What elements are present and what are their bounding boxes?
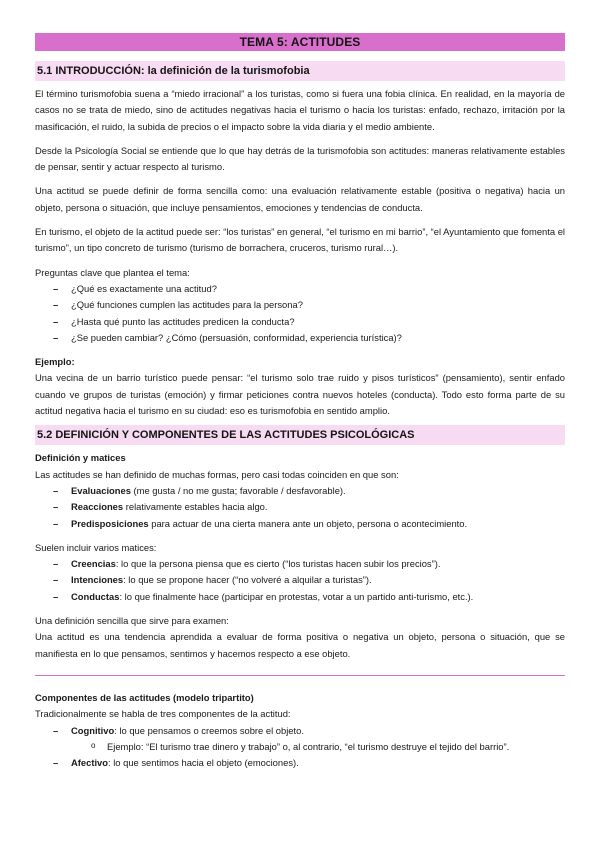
term-description: : lo que se propone hacer (“no volveré a alquilar a turistas”). (123, 574, 372, 586)
term-description: : lo que sentimos hacia el objeto (emociones). (108, 757, 299, 769)
list-item: – ¿Qué es exactamente una actitud? (35, 281, 565, 297)
list-item (35, 499, 565, 515)
term-description: (me gusta / no me gusta; favorable / desfavorable). (130, 484, 346, 496)
term: Predisposiciones (71, 517, 149, 529)
term: Evaluaciones (71, 484, 131, 496)
cognitive-example-list (35, 739, 565, 755)
term-description: : lo que pensamos o creemos sobre el objeto. (114, 724, 304, 736)
nuances-intro: Suelen incluir varios matices: (35, 541, 157, 553)
list-item (35, 723, 565, 739)
term: Afectivo (71, 757, 108, 769)
definition-subheading: Definición y matices (35, 452, 126, 464)
list-item (35, 556, 565, 572)
exam-definition-text: Una actitud es una tendencia aprendida a evaluar de forma positiva o negativa un objeto, persona o situación, que se manifiesta en lo que pensamos, sentimos y hacemos respecto a ese objeto. (35, 631, 565, 659)
list-item: o Ejemplo: “El turismo trae dinero y trabajo” o, al contrario, “el turismo destruye el tejido del barrio”. (35, 739, 565, 755)
components-list (35, 723, 565, 739)
term: Conductas (71, 590, 120, 602)
term: Intenciones (71, 574, 124, 586)
exam-definition-intro: Una definición sencilla que sirve para examen: (35, 615, 229, 627)
list-item: – ¿Qué funciones cumplen las actitudes para la persona? (35, 297, 565, 313)
list-item (35, 589, 565, 605)
questions-list (35, 281, 565, 346)
components-list-continued (35, 755, 565, 771)
definition-intro: Las actitudes se han definido de muchas formas, pero casi todas coinciden en que son: (35, 468, 399, 480)
example-label: Ejemplo: (35, 356, 75, 368)
term-description: para actuar de una cierta manera ante un objeto, persona o acontecimiento. (148, 517, 468, 529)
list-item (35, 483, 565, 499)
section-1-heading: 5.1 INTRODUCCIÓN: la definición de la turismofobia (35, 61, 565, 81)
term: Creencias (71, 558, 116, 570)
list-item (35, 516, 565, 532)
components-subheading: Componentes de las actitudes (modelo tripartito) (35, 691, 254, 703)
term-description: : lo que la persona piensa que es cierto (“los turistas hacen subir los precios”). (115, 558, 441, 570)
list-item: – ¿Se pueden cambiar? ¿Cómo (persuasión, conformidad, experiencia turística)? (35, 330, 565, 346)
components-intro: Tradicionalmente se habla de tres componentes de la actitud: (35, 708, 291, 720)
nuances-list (35, 556, 565, 605)
paragraph-attitude-object: En turismo, el objeto de la actitud puede ser: “los turistas” en general, “el turismo en mi barrio”, “el Ayuntamiento que fomenta el turismo”, un tipo concreto de turismo (turismo de borrachera, cruceros, turismo rural…). (35, 226, 565, 254)
term: Cognitivo (71, 724, 115, 736)
term: Reacciones (71, 501, 124, 513)
list-item: – ¿Hasta qué punto las actitudes predicen la conducta? (35, 314, 565, 330)
definition-list (35, 483, 565, 532)
term-description: relativamente estables hacia algo. (123, 501, 268, 513)
term-description: : lo que finalmente hace (participar en protestas, votar a un partido anti-turismo, etc.). (119, 590, 474, 602)
list-item (35, 572, 565, 588)
paragraph-attitude-definition: Una actitud se puede definir de forma sencilla como: una evaluación relativamente estable (positiva o negativa) hacia un objeto, persona o situación, que incluye pensamientos, emociones y tendencias de conducta. (35, 185, 565, 213)
document-title: TEMA 5: ACTITUDES (35, 33, 565, 51)
section-divider (35, 675, 565, 676)
questions-intro: Preguntas clave que plantea el tema: (35, 266, 190, 278)
paragraph-turismofobia-definition: El término turismofobia suena a “miedo irracional” a los turistas, como si fuera una fobia clínica. En realidad, en la mayoría de casos no se trata de miedo, sino de actitudes negativas hacia el turismo o hacia los turistas: enfado, rechazo, irritación por la masificación, el ruido, la subida de precios o el impacto sobre la vida diaria y el medio ambiente. (35, 88, 565, 132)
paragraph-social-psychology: Desde la Psicología Social se entiende que lo que hay detrás de la turismofobia son actitudes: maneras relativamente estables de pensar, sentir y actuar respecto al turismo. (35, 144, 565, 173)
example-text: Una vecina de un barrio turístico puede pensar: “el turismo solo trae ruido y pisos turísticos” (pensamiento), sentir enfado cuando ve grupos de turistas (emoción) y firmar peticiones contra nuevos hoteles (conducta). Todo esto forma parte de su actitud negativa hacia el turismo en su ciudad: eso es turismofobia en sentido amplio. (35, 372, 565, 417)
list-item (35, 755, 565, 771)
section-2-heading: 5.2 DEFINICIÓN Y COMPONENTES DE LAS ACTITUDES PSICOLÓGICAS (35, 425, 565, 445)
